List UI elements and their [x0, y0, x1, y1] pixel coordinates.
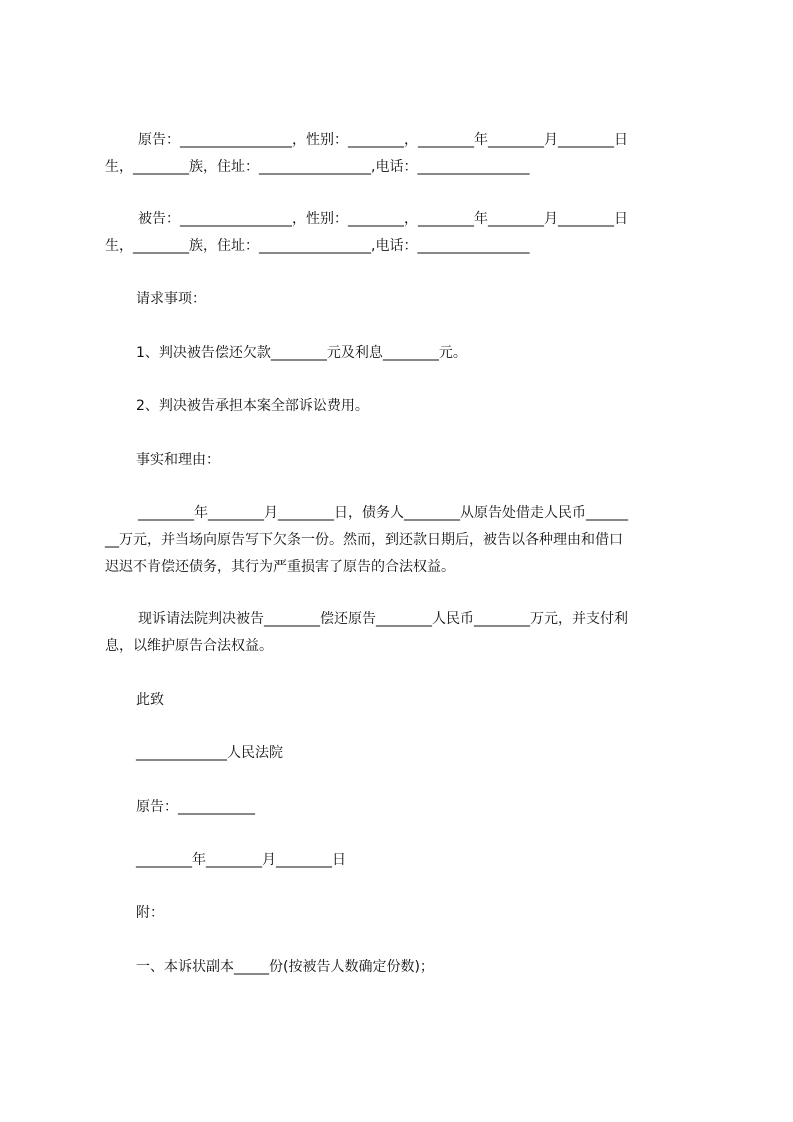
- facts-line3: 迟迟不肯偿还债务，其行为严重损害了原告的合法权益。: [105, 559, 455, 575]
- claim-item-2: 2、判决被告承担本案全部诉讼费用。: [136, 398, 369, 414]
- attachment-item-1: 一、本诉状副本_____份(按被告人数确定份数)；: [136, 959, 434, 975]
- salutation: 此致: [136, 692, 164, 708]
- facts-heading: 事实和理由：: [136, 452, 220, 468]
- request-line1: 现诉请法院判决被告________偿还原告________人民币________万元，并支付利: [138, 611, 628, 627]
- signature-date: ________年________月________日: [136, 852, 346, 868]
- plaintiff-info-line2: 生，________族，住址：________________,电话：________________: [105, 159, 530, 175]
- facts-line2: __万元，并当场向原告写下欠条一份。然而，到还款日期后，被告以各种理由和借口: [105, 532, 623, 548]
- defendant-info-line1: 被告：________________，性别：________，________年________月________日: [138, 211, 628, 227]
- plaintiff-signature: 原告：___________: [136, 799, 255, 815]
- court-name: _____________人民法院: [136, 745, 283, 761]
- request-line2: 息，以维护原告合法权益。: [105, 638, 273, 654]
- facts-line1: ________年________月________日，债务人________从原告处借走人民币______: [138, 505, 628, 521]
- plaintiff-info: [105, 127, 700, 181]
- defendant-info-line2: 生，________族，住址：________________,电话：________________: [105, 238, 530, 254]
- attachments-heading: 附：: [136, 905, 164, 921]
- plaintiff-info-line1: 原告：________________，性别：________，________年________月________日: [138, 132, 628, 148]
- claims-heading: 请求事项：: [136, 291, 206, 307]
- claim-item-1: 1、判决被告偿还欠款________元及利息________元。: [136, 345, 467, 361]
- facts-paragraph: [105, 500, 700, 581]
- request-paragraph: [105, 606, 700, 660]
- defendant-info: [105, 206, 700, 260]
